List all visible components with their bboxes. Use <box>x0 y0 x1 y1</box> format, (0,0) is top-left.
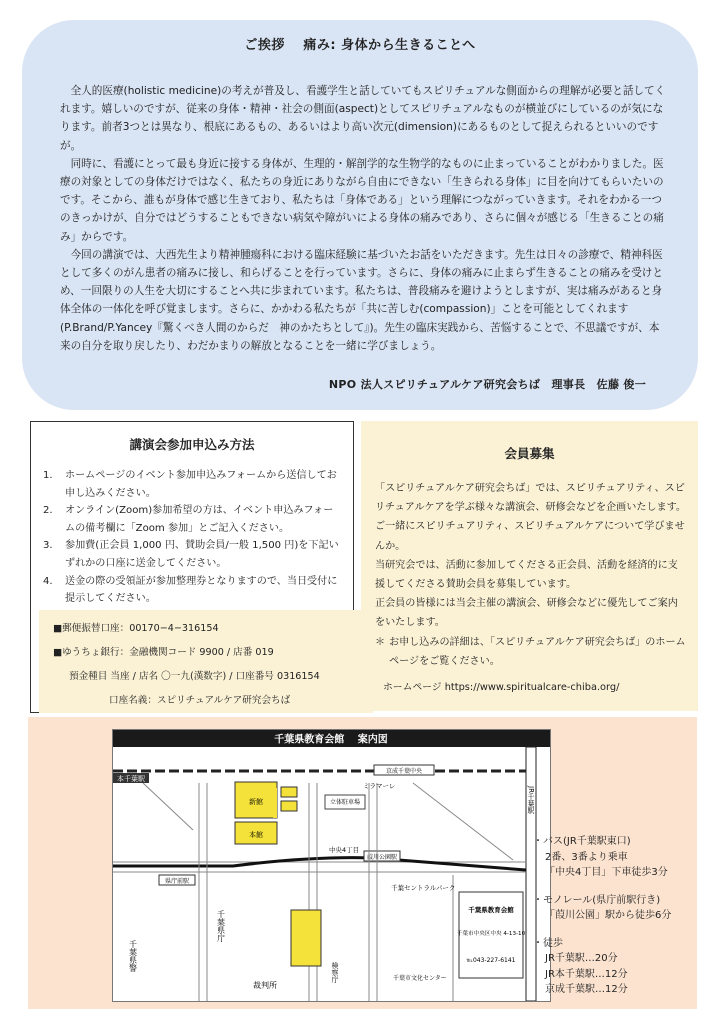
walk-line: 京成千葉駅…12分 <box>545 984 628 995</box>
landmark-label: 千葉セントラルパーク <box>391 884 456 892</box>
greeting-body <box>60 82 666 355</box>
step-text: ホームページのイベント参加申込みフォームから送信してお申し込みください。 <box>65 470 337 499</box>
greeting-signature: NPO 法人スピリチュアルケア研究会ちば 理事長 佐藤 俊一 <box>328 378 646 391</box>
step-number: 4. <box>43 575 53 587</box>
station-label: 本千葉駅 <box>117 775 145 783</box>
homepage-link[interactable]: ホームページ https://www.spiritualcare-chiba.org/ <box>383 682 620 693</box>
jr-label: JR千葉駅 <box>527 786 535 814</box>
walk-line: JR本千葉駅…12分 <box>545 968 628 980</box>
landmark-label: 千葉県警 <box>128 940 138 972</box>
parking-block <box>291 910 321 966</box>
building-label: 本館 <box>249 831 263 839</box>
walk-line: JR千葉駅…20分 <box>545 953 618 964</box>
access-info <box>533 834 671 1010</box>
map-title: 千葉県教育会館 案内図 <box>274 734 388 746</box>
mono-line: 「葭川公園」駅から徒歩6分 <box>545 910 672 921</box>
parking-label: 立体駐車場 <box>329 799 361 806</box>
landmark-label: 千葉県庁 <box>216 910 226 942</box>
step-text: オンライン(Zoom)参加希望の方は、イベント申込みフォームの備考欄に「Zoom 参加」とご記入ください。 <box>65 505 334 534</box>
application-box <box>30 421 354 713</box>
membership-title: 会員募集 <box>504 446 555 461</box>
list-item <box>43 467 343 502</box>
account-detail: 預金種目 当座 / 店名 〇一九(漢数字) / 口座番号 0316154 <box>69 671 320 682</box>
list-item <box>43 537 343 572</box>
postal-account: ■郵便振替口座：00170−4−316154 <box>53 623 219 634</box>
venue-map <box>112 729 551 1002</box>
membership-body <box>375 479 686 671</box>
note-mark: ＊ <box>375 636 386 648</box>
landmark-label: ミラマーレ <box>363 782 396 790</box>
greeting-paragraph: 今回の講演では、大西先生より精神腫瘍科における臨床経験に基づいたお話をいただきます。先生は日々の診療で、精神科医として多くのがん患者の痛みに接し、和らげることを行っています。さらに、身体の痛みに止まらず生きることの痛みを受けとめ、一回限りの人生を大切にすることへ共に歩まれています。私たちは、普段痛みを避けようとしますが、実は痛みがあると身体全体の一体化を呼び覚まします。さらに、かかわる私たちが「共に苦しむ(compassion)」ことを可能としてくれます(P.Brand/P.Yancey『驚くべき人間のからだ 神のかたちとして』)。先生の臨床実践から、苦悩することで、不思議ですが、本来の自分を取り戻したり、わだかまりの解放となることを一緒に学びましょう。 <box>60 248 663 352</box>
info-name: 千葉県教育会館 <box>468 906 514 914</box>
station-label: 葭川公園駅 <box>366 854 398 861</box>
bus-line: 「中央4丁目」下車徒歩3分 <box>545 867 668 878</box>
info-tel: ℡043-227-6141 <box>466 957 516 964</box>
walk-access <box>533 936 671 998</box>
application-steps <box>31 467 353 608</box>
venue-name-tag: 千葉県教育会館 <box>231 755 287 764</box>
greeting-paragraph: 同時に、看護にとって最も身近に接する身体が、生理的・解剖学的な生物学的なものに止まっていることがわかりました。医療の対象としての身体だけではなく、私たちの身近にありながら自由にできない「生きられる身体」に目を向けてもらいたいのです。そこから、誰もが身体で感じ生きており、私たちは「身体である」という理解につながっていきます。それをわかる一つのきっかけが、自分ではどうすることもできない病気や障がいによる身体の痛みであり、さらに個々が感じる「生きることの痛み」からです。 <box>60 157 664 243</box>
list-item <box>43 502 343 537</box>
application-title: 講演会参加申込み方法 <box>129 437 255 452</box>
walk-head: ・徒歩 <box>533 937 563 949</box>
bus-line: 2番、3番より乗車 <box>545 851 628 863</box>
landmark-label: 中央4丁目 <box>329 846 360 854</box>
mono-head: ・モノレール(県庁前駅行き) <box>533 894 661 906</box>
greeting-panel <box>22 20 698 410</box>
step-text: 送金の際の受領証が参加整理券となりますので、当日受付に提示してください。 <box>65 575 338 605</box>
greeting-title: ご挨拶 痛み: 身体から生きることへ <box>244 38 476 53</box>
payment-info <box>39 610 373 713</box>
bus-head: ・バス(JR千葉駅東口) <box>533 836 631 847</box>
landmark-label: 千葉市文化センター <box>393 975 447 982</box>
step-number: 3. <box>43 540 53 552</box>
station-label: 京成千葉中央 <box>385 768 423 775</box>
bank-info: ■ゆうちょ銀行：金融機関コード 9900 / 店番 019 <box>53 647 274 658</box>
membership-text: 正会員の皆様には当会主催の講演会、研修会などに優先してご案内をいたします。 <box>375 598 678 629</box>
membership-text: 「スピリチュアルケア研究会ちば」では、スピリチュアリティ、スピリチュアルケアを学ぶ様々な講演会、研修会などを企画いたします。ご一緒にスピリチュアリティ、スピリチュアルケアについて学びませんか。 <box>375 483 686 552</box>
step-number: 1. <box>43 470 53 481</box>
landmark-label: 裁判所 <box>253 981 277 990</box>
map-section <box>28 717 697 1009</box>
station-label: 県庁前駅 <box>164 878 190 885</box>
landmark-label: 検察庁 <box>331 962 339 983</box>
step-text: 参加費(正会員 1,000 円、賛助会員/一般 1,500 円)を下記いずれかの口座に送金してください。 <box>65 540 339 569</box>
info-address: 千葉市中央区中央 4-13-10 <box>456 931 526 937</box>
greeting-paragraph: 全人的医療(holistic medicine)の考えが普及し、看護学生と話していてもスピリチュアルな側面からの理解が必要と話してくれます。嬉しいのですが、従来の身体・精神・社会の側面(aspect)としてスピリチュアルなものが横並びにしているのが気になります。前者3つとは異なり、根底にあるもの、あるいはより高い次元(dimension)にあるものとして捉えられるといいのですが。 <box>60 85 666 152</box>
building-label: 新館 <box>249 798 263 806</box>
step-number: 2. <box>43 505 53 517</box>
membership-box <box>361 421 698 711</box>
account-holder: 口座名義：スピリチュアルケア研究会ちば <box>109 695 291 706</box>
monorail-access <box>533 893 671 924</box>
membership-note <box>375 633 686 671</box>
list-item <box>43 573 343 608</box>
bus-access <box>533 834 671 881</box>
monorail-line <box>113 858 526 870</box>
membership-text: 当研究会では、活動に参加してくださる正会員、活動を経済的に支援してくださる賛助会員を募集しています。 <box>375 559 678 591</box>
note-text: お申し込みの詳細は、「スピリチュアルケア研究会ちば」のホームページをご覧ください。 <box>389 636 686 667</box>
